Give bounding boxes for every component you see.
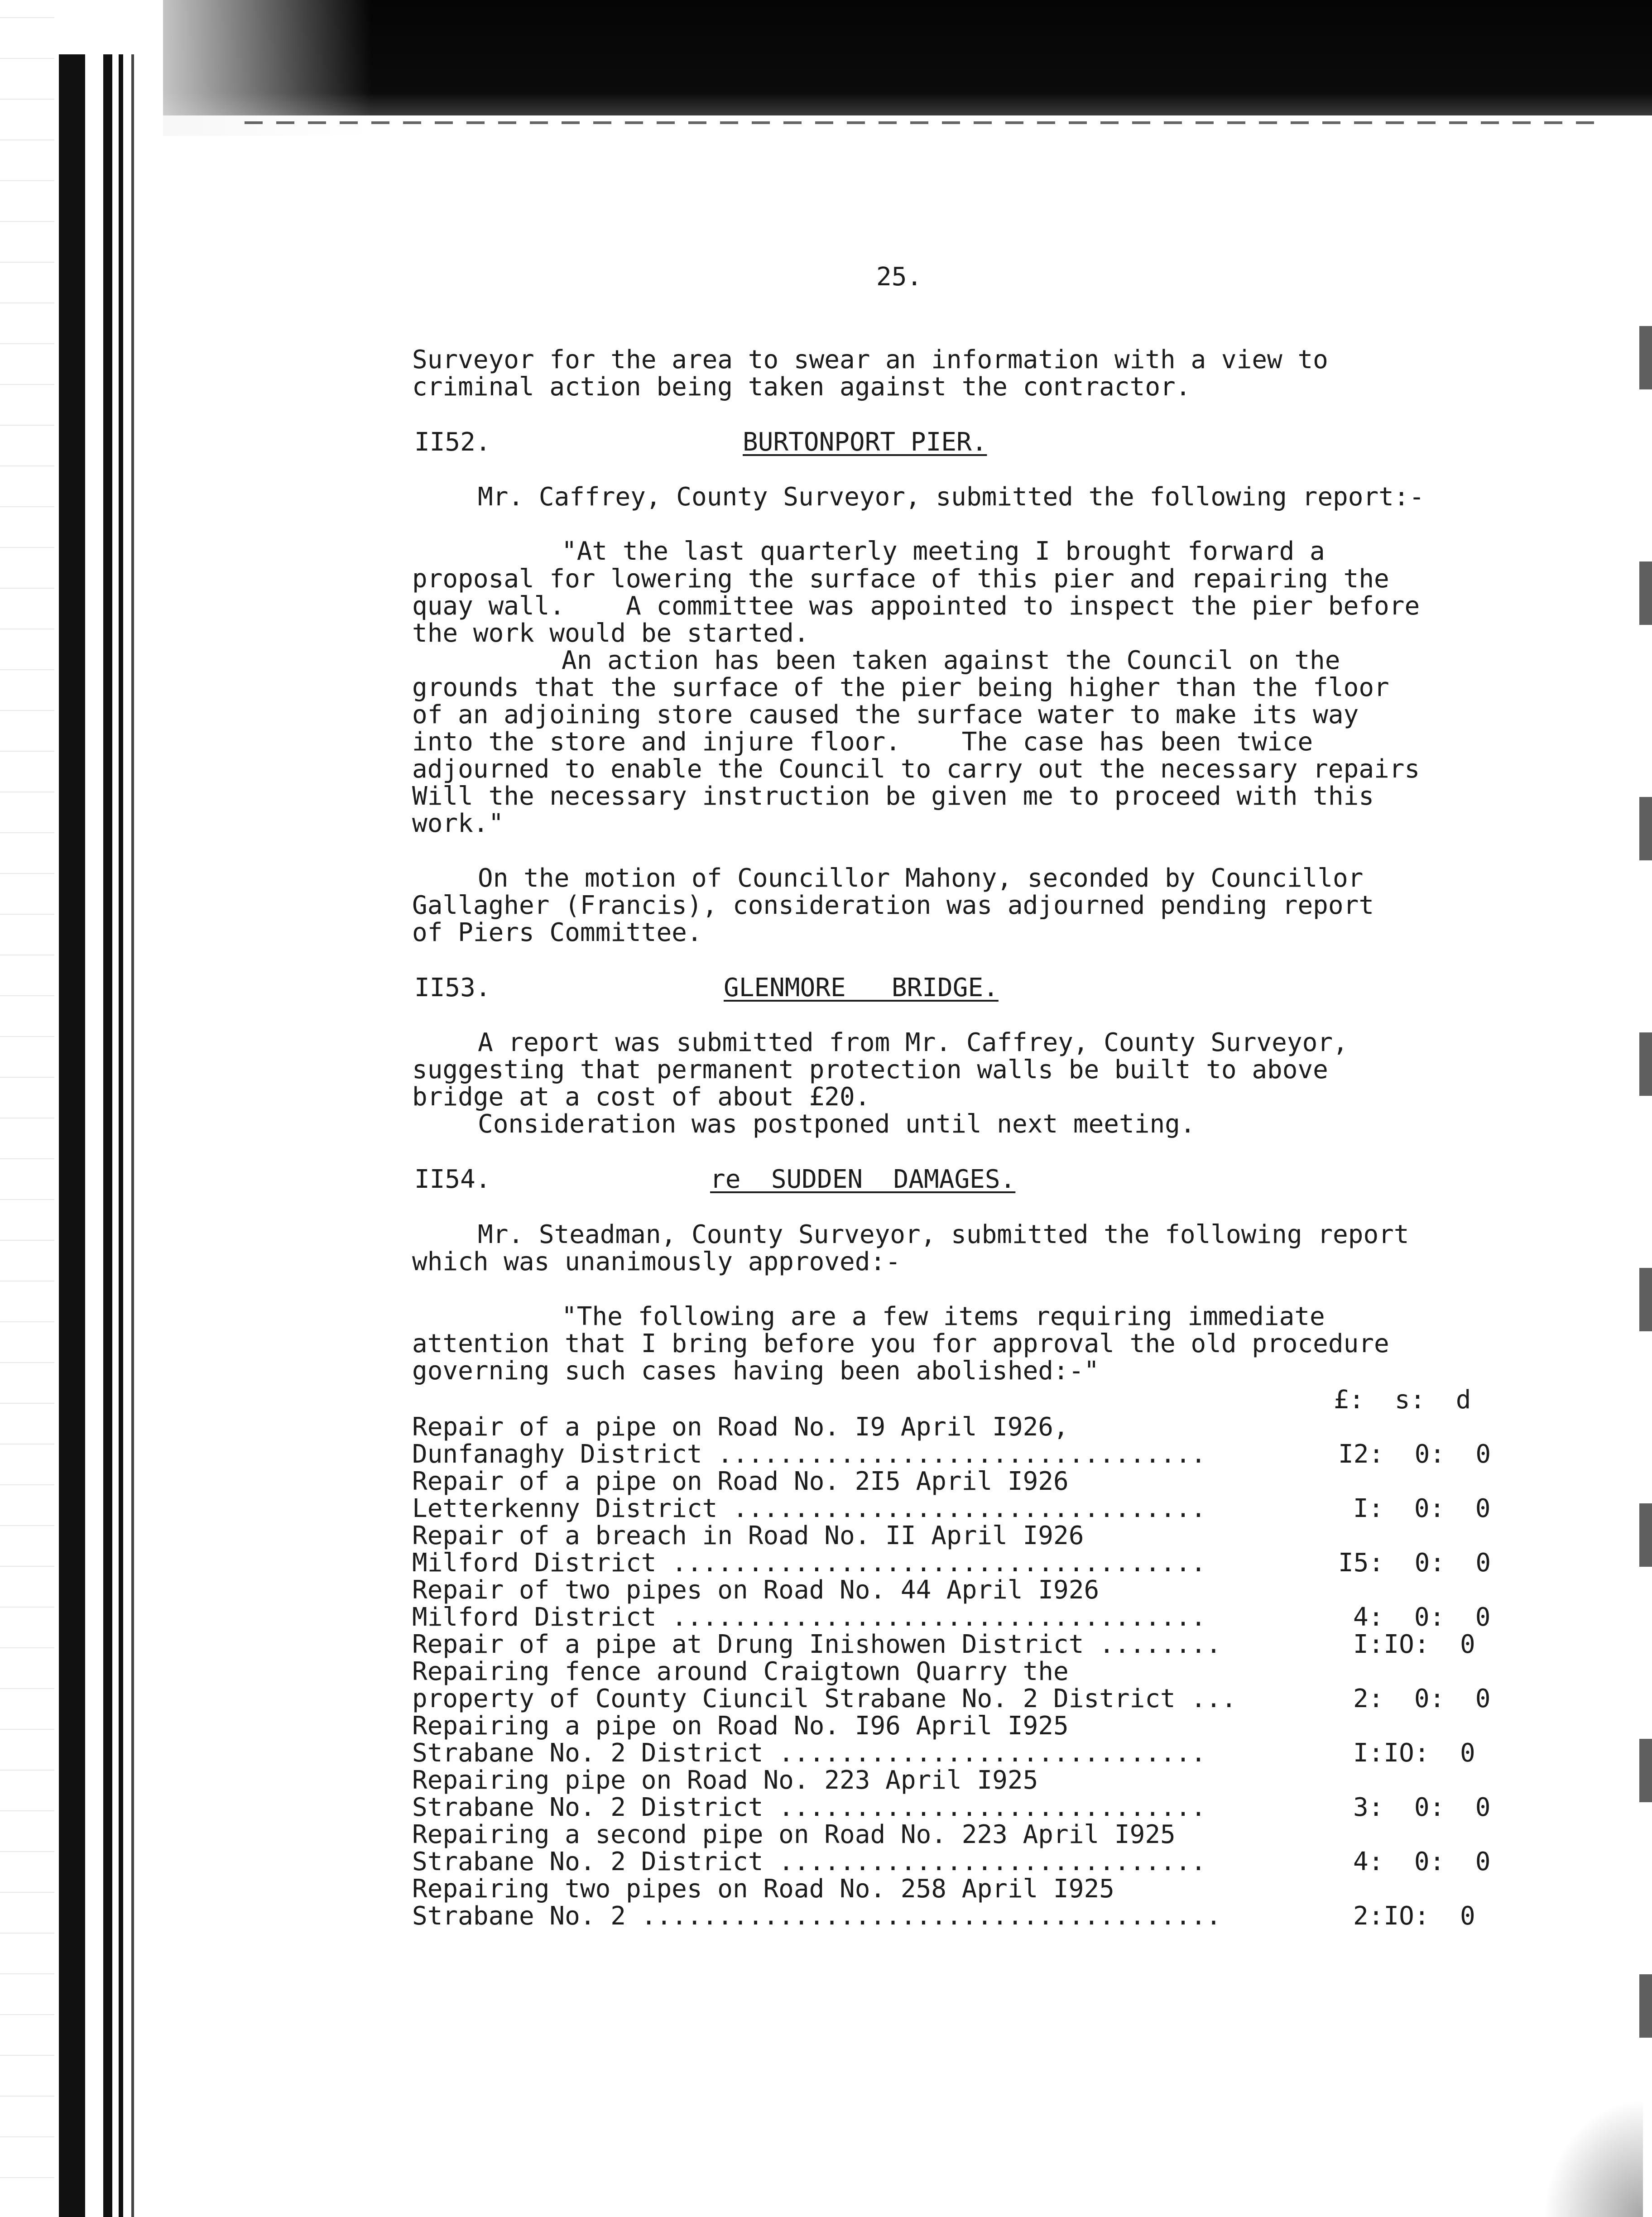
list-item-line: Repairing a second pipe on Road No. 223 April I925 bbox=[412, 1820, 1176, 1849]
list-item-amount: 4: 0: 0 bbox=[1353, 1847, 1491, 1876]
list-item-line: Repair of a pipe on Road No. 2I5 April I926 bbox=[412, 1467, 1069, 1496]
list-item-line: Strabane No. 2 District ............................ bbox=[412, 1793, 1206, 1822]
scan-corner-smudge bbox=[1543, 2099, 1643, 2217]
list-item-line: Strabane No. 2 District ............................ bbox=[412, 1738, 1206, 1768]
list-item-amount: I: 0: 0 bbox=[1353, 1494, 1491, 1523]
book-binding bbox=[0, 0, 163, 2217]
report-line: the work would be started. bbox=[412, 619, 809, 648]
report-line: "At the last quarterly meeting I brought forward a bbox=[562, 537, 1325, 566]
paragraph-line: Mr. Steadman, County Surveyor, submitted the following report bbox=[478, 1220, 1409, 1249]
page-number: 25. bbox=[876, 262, 922, 292]
paragraph-line: A report was submitted from Mr. Caffrey, County Surveyor, bbox=[478, 1028, 1348, 1057]
section-heading: BURTONPORT PIER. bbox=[743, 427, 987, 457]
report-line: An action has been taken against the Council on the bbox=[562, 646, 1340, 675]
paragraph-line: suggesting that permanent protection walls be built to above bbox=[412, 1055, 1328, 1085]
quote-line: attention that I bring before you for approval the old procedure bbox=[412, 1329, 1389, 1358]
motion-line: On the motion of Councillor Mahony, seconded by Councillor bbox=[478, 864, 1364, 893]
paragraph-line: which was unanimously approved:- bbox=[412, 1247, 901, 1276]
paragraph-line: Consideration was postponed until next meeting. bbox=[478, 1109, 1196, 1139]
continuation-line-1: Surveyor for the area to swear an information with a view to bbox=[412, 345, 1328, 374]
list-item-amount: 2: 0: 0 bbox=[1353, 1684, 1491, 1713]
list-item-line: Repairing two pipes on Road No. 258 April I925 bbox=[412, 1874, 1114, 1904]
scan-edge-line bbox=[245, 121, 1603, 124]
continuation-line-2: criminal action being taken against the contractor. bbox=[412, 372, 1191, 402]
list-item-amount: 2:IO: 0 bbox=[1353, 1901, 1475, 1931]
list-item-line: Repair of a pipe at Drung Inishowen District ........ bbox=[412, 1630, 1221, 1659]
list-item-amount: I:IO: 0 bbox=[1353, 1630, 1475, 1659]
paragraph-line: Mr. Caffrey, County Surveyor, submitted the following report:- bbox=[478, 482, 1425, 512]
list-item-amount: I2: 0: 0 bbox=[1338, 1440, 1491, 1469]
list-item-line: property of County Ciuncil Strabane No. 2 District ... bbox=[412, 1684, 1237, 1713]
report-line: proposal for lowering the surface of this pier and repairing the bbox=[412, 564, 1389, 594]
report-line: quay wall. A committee was appointed to inspect the pier before bbox=[412, 591, 1420, 621]
report-line: of an adjoining store caused the surface water to make its way bbox=[412, 700, 1359, 729]
paragraph-line: bridge at a cost of about £20. bbox=[412, 1082, 870, 1112]
list-item-line: Repairing pipe on Road No. 223 April I925 bbox=[412, 1766, 1038, 1795]
list-item-line: Strabane No. 2 District ............................ bbox=[412, 1847, 1206, 1876]
list-item-amount: 3: 0: 0 bbox=[1353, 1793, 1491, 1822]
section-heading: GLENMORE BRIDGE. bbox=[724, 973, 999, 1003]
list-item-line: Milford District ................................... bbox=[412, 1548, 1206, 1578]
scan-right-edge bbox=[1639, 272, 1652, 2174]
list-item-line: Repair of a breach in Road No. II April I926 bbox=[412, 1521, 1084, 1550]
quote-line: governing such cases having been abolished:-" bbox=[412, 1356, 1100, 1386]
report-line: into the store and injure floor. The case has been twice bbox=[412, 727, 1313, 757]
motion-line: Gallagher (Francis), consideration was adjourned pending report bbox=[412, 891, 1374, 920]
motion-line: of Piers Committee. bbox=[412, 918, 702, 947]
list-item-line: Strabane No. 2 ...................................... bbox=[412, 1901, 1221, 1931]
list-item-line: Letterkenny District ............................... bbox=[412, 1494, 1206, 1523]
list-item-amount: 4: 0: 0 bbox=[1353, 1603, 1491, 1632]
list-item-line: Repair of two pipes on Road No. 44 April I926 bbox=[412, 1575, 1100, 1605]
report-line: work." bbox=[412, 809, 504, 838]
section-heading: re SUDDEN DAMAGES. bbox=[710, 1165, 1016, 1194]
item-number: II52. bbox=[414, 427, 491, 457]
item-number: II54. bbox=[414, 1165, 491, 1194]
list-item-line: Repairing a pipe on Road No. I96 April I925 bbox=[412, 1711, 1069, 1741]
list-item-line: Repairing fence around Craigtown Quarry the bbox=[412, 1657, 1069, 1686]
list-item-amount: I5: 0: 0 bbox=[1338, 1548, 1491, 1578]
report-line: adjourned to enable the Council to carry out the necessary repairs bbox=[412, 754, 1420, 784]
list-item-line: Dunfanaghy District ................................ bbox=[412, 1440, 1206, 1469]
currency-header: £: s: d bbox=[1334, 1385, 1471, 1415]
item-number: II53. bbox=[414, 973, 491, 1003]
list-item-line: Repair of a pipe on Road No. I9 April I926, bbox=[412, 1412, 1069, 1442]
quote-line: "The following are a few items requiring immediate bbox=[562, 1302, 1325, 1331]
list-item-amount: I:IO: 0 bbox=[1353, 1738, 1475, 1768]
list-item-line: Milford District ................................... bbox=[412, 1603, 1206, 1632]
report-line: Will the necessary instruction be given me to proceed with this bbox=[412, 782, 1374, 811]
report-line: grounds that the surface of the pier being higher than the floor bbox=[412, 673, 1389, 702]
